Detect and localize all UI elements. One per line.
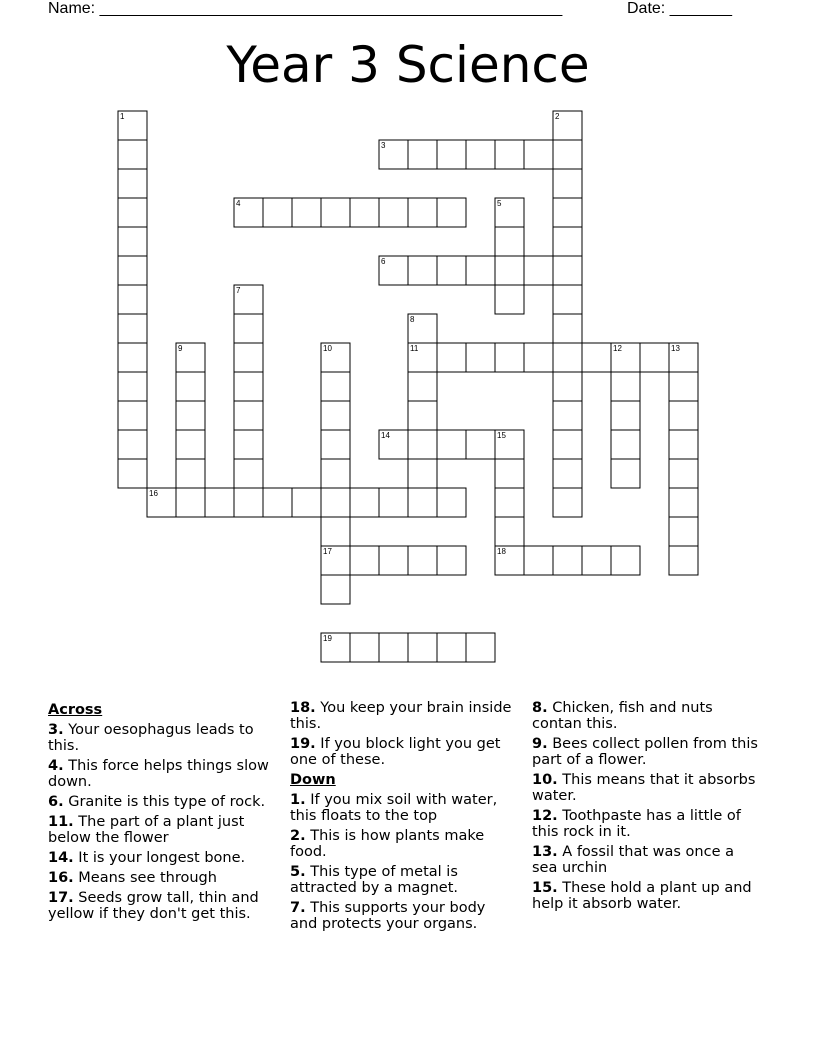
grid-cell-r18-c8[interactable]: [350, 633, 379, 662]
clue-number-3: 3: [381, 141, 386, 150]
grid-cell-r12-c0[interactable]: [118, 459, 147, 488]
clue-across-18: 18. You keep your brain inside this.: [290, 700, 512, 732]
grid-cell-r5-c14[interactable]: [524, 256, 553, 285]
clue-number-18: 18: [497, 547, 506, 556]
grid-cell-r1-c10[interactable]: [408, 140, 437, 169]
grid-cell-r9-c2[interactable]: [176, 372, 205, 401]
grid-cell-r13-c15[interactable]: [553, 488, 582, 517]
grid-cell-r11-c19[interactable]: [669, 430, 698, 459]
grid-cell-r1-c13[interactable]: [495, 140, 524, 169]
grid-cell-r3-c0[interactable]: [118, 198, 147, 227]
grid-cell-r7-c15[interactable]: [553, 314, 582, 343]
clues-column-3: [532, 700, 762, 916]
grid-cell-r12-c4[interactable]: [234, 459, 263, 488]
grid-cell-r10-c2[interactable]: [176, 401, 205, 430]
clue-number-14: 14: [381, 431, 390, 440]
grid-cell-r7-c0[interactable]: [118, 314, 147, 343]
grid-cell-r13-c2[interactable]: [176, 488, 205, 517]
grid-cell-r9-c19[interactable]: [669, 372, 698, 401]
grid-cell-r11-c12[interactable]: [466, 430, 495, 459]
clue-down-2: 2. This is how plants make food.: [290, 828, 485, 860]
clue-number-17: 17: [323, 547, 332, 556]
grid-cell-r15-c14[interactable]: [524, 546, 553, 575]
grid-cell-r18-c10[interactable]: [408, 633, 437, 662]
grid-cell-r9-c15[interactable]: [553, 372, 582, 401]
grid-cell-r15-c17[interactable]: [611, 546, 640, 575]
grid-cell-r3-c5[interactable]: [263, 198, 292, 227]
grid-cell-r11-c0[interactable]: [118, 430, 147, 459]
grid-cell-r12-c19[interactable]: [669, 459, 698, 488]
clue-down-1: 1. If you mix soil with water, this floats to the top: [290, 792, 498, 824]
grid-cell-r3-c6[interactable]: [292, 198, 321, 227]
grid-cell-r3-c10[interactable]: [408, 198, 437, 227]
grid-cell-r4-c13[interactable]: [495, 227, 524, 256]
clues-column-1: [48, 700, 273, 926]
grid-cell-r12-c7[interactable]: [321, 459, 350, 488]
grid-cell-r1-c14[interactable]: [524, 140, 553, 169]
grid-cell-r5-c10[interactable]: [408, 256, 437, 285]
grid-cell-r10-c17[interactable]: [611, 401, 640, 430]
grid-cell-r8-c16[interactable]: [582, 343, 611, 372]
page-title: Year 3 Science: [226, 36, 590, 94]
grid-cell-r13-c11[interactable]: [437, 488, 466, 517]
clue-number-10: 10: [323, 344, 332, 353]
grid-cell-r15-c19[interactable]: [669, 546, 698, 575]
clue-number-19: 19: [323, 634, 332, 643]
grid-cell-r3-c11[interactable]: [437, 198, 466, 227]
clues-column-2: [290, 700, 515, 936]
grid-cell-r15-c10[interactable]: [408, 546, 437, 575]
grid-cell-r12-c10[interactable]: [408, 459, 437, 488]
grid-cell-r5-c13[interactable]: [495, 256, 524, 285]
grid-cell-r9-c0[interactable]: [118, 372, 147, 401]
grid-cell-r10-c7[interactable]: [321, 401, 350, 430]
grid-cell-r14-c7[interactable]: [321, 517, 350, 546]
clue-number-7: 7: [236, 286, 241, 295]
grid-cell-r15-c16[interactable]: [582, 546, 611, 575]
clue-across-11: 11. The part of a plant just below the flower: [48, 814, 245, 846]
grid-cell-r10-c10[interactable]: [408, 401, 437, 430]
grid-cell-r8-c13[interactable]: [495, 343, 524, 372]
grid-cell-r8-c4[interactable]: [234, 343, 263, 372]
grid-cell-r13-c19[interactable]: [669, 488, 698, 517]
clue-across-6: 6. Granite is this type of rock.: [48, 794, 266, 810]
grid-cell-r1-c15[interactable]: [553, 140, 582, 169]
grid-cell-r4-c15[interactable]: [553, 227, 582, 256]
grid-cell-r15-c15[interactable]: [553, 546, 582, 575]
grid-cell-r6-c0[interactable]: [118, 285, 147, 314]
grid-cell-r14-c13[interactable]: [495, 517, 524, 546]
grid-cell-r12-c15[interactable]: [553, 459, 582, 488]
clue-number-11: 11: [410, 344, 419, 353]
grid-cell-r13-c5[interactable]: [263, 488, 292, 517]
grid-cell-r2-c0[interactable]: [118, 169, 147, 198]
clue-down-8: 8. Chicken, fish and nuts contan this.: [532, 700, 713, 732]
grid-cell-r13-c6[interactable]: [292, 488, 321, 517]
clue-down-5: 5. This type of metal is attracted by a magnet.: [290, 864, 459, 896]
grid-cell-r11-c11[interactable]: [437, 430, 466, 459]
grid-cell-r8-c12[interactable]: [466, 343, 495, 372]
grid-cell-r8-c18[interactable]: [640, 343, 669, 372]
grid-cell-r13-c9[interactable]: [379, 488, 408, 517]
grid-cell-r13-c4[interactable]: [234, 488, 263, 517]
clue-down-9: 9. Bees collect pollen from this part of a flower.: [532, 736, 758, 768]
grid-cell-r8-c15[interactable]: [553, 343, 582, 372]
grid-cell-r13-c13[interactable]: [495, 488, 524, 517]
clue-number-9: 9: [178, 344, 183, 353]
clue-number-1: 1: [120, 112, 125, 121]
grid-cell-r6-c15[interactable]: [553, 285, 582, 314]
grid-cell-r8-c0[interactable]: [118, 343, 147, 372]
grid-cell-r11-c7[interactable]: [321, 430, 350, 459]
grid-cell-r1-c11[interactable]: [437, 140, 466, 169]
grid-cell-r11-c17[interactable]: [611, 430, 640, 459]
grid-cell-r12-c2[interactable]: [176, 459, 205, 488]
clue-number-13: 13: [671, 344, 680, 353]
date-field-label: Date: _______: [627, 0, 732, 17]
grid-cell-r4-c0[interactable]: [118, 227, 147, 256]
grid-cell-r2-c15[interactable]: [553, 169, 582, 198]
grid-cell-r3-c15[interactable]: [553, 198, 582, 227]
grid-cell-r14-c19[interactable]: [669, 517, 698, 546]
grid-cell-r12-c13[interactable]: [495, 459, 524, 488]
grid-cell-r15-c9[interactable]: [379, 546, 408, 575]
grid-cell-r11-c15[interactable]: [553, 430, 582, 459]
clue-number-4: 4: [236, 199, 241, 208]
clue-number-5: 5: [497, 199, 502, 208]
grid-cell-r9-c17[interactable]: [611, 372, 640, 401]
grid-cell-r13-c3[interactable]: [205, 488, 234, 517]
grid-cell-r15-c8[interactable]: [350, 546, 379, 575]
grid-cell-r16-c7[interactable]: [321, 575, 350, 604]
grid-cell-r10-c0[interactable]: [118, 401, 147, 430]
grid-cell-r10-c19[interactable]: [669, 401, 698, 430]
grid-cell-r5-c11[interactable]: [437, 256, 466, 285]
grid-cell-r18-c12[interactable]: [466, 633, 495, 662]
grid-cell-r18-c11[interactable]: [437, 633, 466, 662]
grid-cell-r10-c15[interactable]: [553, 401, 582, 430]
grid-cell-r8-c11[interactable]: [437, 343, 466, 372]
grid-cell-r18-c9[interactable]: [379, 633, 408, 662]
clue-across-4: 4. This force helps things slow down.: [48, 758, 269, 790]
grid-cell-r10-c4[interactable]: [234, 401, 263, 430]
grid-cell-r9-c4[interactable]: [234, 372, 263, 401]
name-field-label: Name: ____________________________________________________: [48, 0, 563, 17]
grid-cell-r15-c11[interactable]: [437, 546, 466, 575]
grid-cell-r5-c12[interactable]: [466, 256, 495, 285]
grid-cell-r11-c4[interactable]: [234, 430, 263, 459]
grid-cell-r11-c2[interactable]: [176, 430, 205, 459]
clue-number-16: 16: [149, 489, 158, 498]
grid-cell-r11-c10[interactable]: [408, 430, 437, 459]
grid-cell-r3-c8[interactable]: [350, 198, 379, 227]
grid-cell-r5-c0[interactable]: [118, 256, 147, 285]
clue-down-7: 7. This supports your body and protects your organs.: [290, 900, 486, 932]
clue-number-2: 2: [555, 112, 560, 121]
clue-number-12: 12: [613, 344, 622, 353]
grid-cell-r1-c0[interactable]: [118, 140, 147, 169]
grid-cell-r3-c7[interactable]: [321, 198, 350, 227]
clue-number-15: 15: [497, 431, 506, 440]
clue-number-8: 8: [410, 315, 415, 324]
grid-cell-r13-c7[interactable]: [321, 488, 350, 517]
grid-cell-r13-c8[interactable]: [350, 488, 379, 517]
grid-cell-r13-c10[interactable]: [408, 488, 437, 517]
clue-down-15: 15. These hold a plant up and help it absorb water.: [532, 880, 752, 912]
grid-cell-r3-c9[interactable]: [379, 198, 408, 227]
grid-cell-r6-c13[interactable]: [495, 285, 524, 314]
clue-down-10: 10. This means that it absorbs water.: [532, 772, 756, 804]
clue-across-19: 19. If you block light you get one of these.: [290, 736, 501, 768]
grid-cell-r7-c4[interactable]: [234, 314, 263, 343]
clue-across-3: 3. Your oesophagus leads to this.: [48, 722, 254, 754]
grid-cell-r5-c15[interactable]: [553, 256, 582, 285]
clue-down-13: 13. A fossil that was once a sea urchin: [532, 844, 734, 876]
grid-cell-r9-c10[interactable]: [408, 372, 437, 401]
clue-across-17: 17. Seeds grow tall, thin and yellow if they don't get this.: [48, 890, 259, 922]
grid-cell-r9-c7[interactable]: [321, 372, 350, 401]
clue-down-12: 12. Toothpaste has a little of this rock in it.: [532, 808, 741, 840]
clue-number-6: 6: [381, 257, 386, 266]
clue-across-14: 14. It is your longest bone.: [48, 850, 246, 866]
down-heading: Down: [290, 772, 336, 788]
across-heading: Across: [48, 702, 103, 718]
clue-across-16: 16. Means see through: [48, 870, 217, 886]
grid-cell-r1-c12[interactable]: [466, 140, 495, 169]
grid-cell-r12-c17[interactable]: [611, 459, 640, 488]
grid-cell-r8-c14[interactable]: [524, 343, 553, 372]
